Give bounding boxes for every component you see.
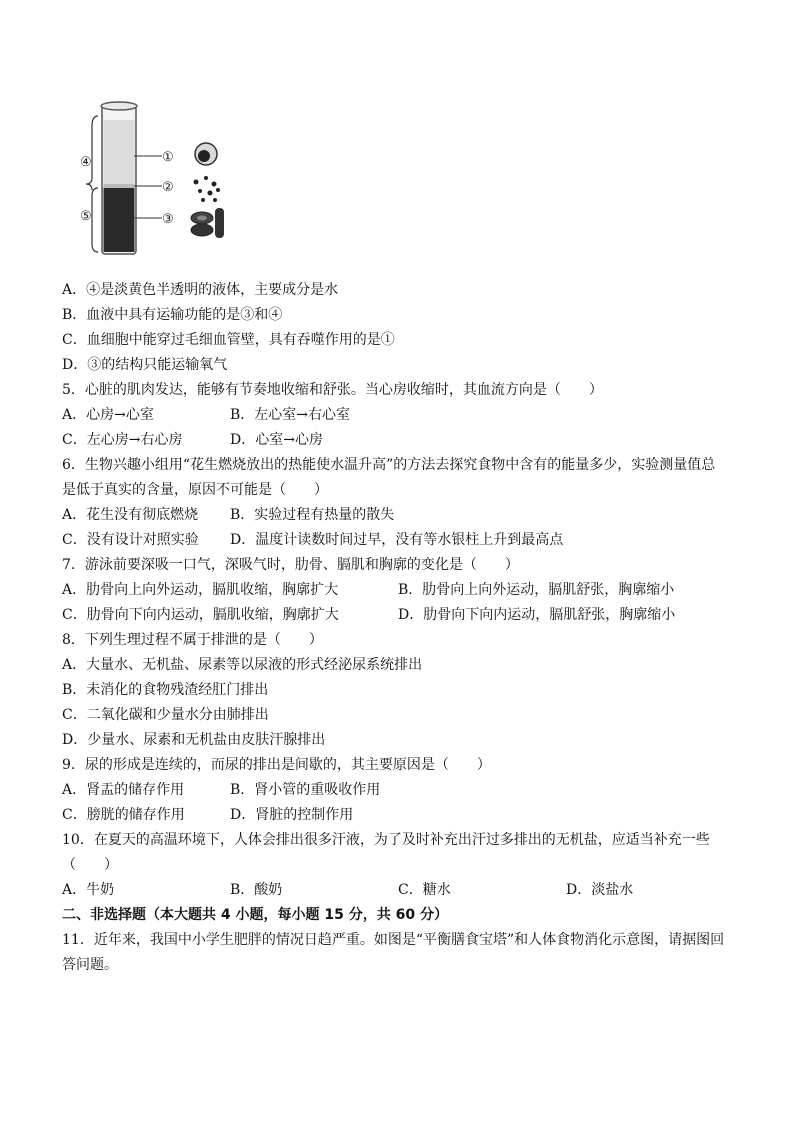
plasma-layer <box>104 120 135 184</box>
q10-option-a[interactable]: A．牛奶 <box>62 882 115 898</box>
q7-option-d[interactable]: D．肋骨向下向内运动，膈肌舒张，胸廓缩小 <box>398 607 676 623</box>
q5-stem: 5．心脏的肌肉发达，能够有节奏地收缩和舒张。当心房收缩时，其血流方向是（ ） <box>62 382 603 398</box>
q7-options-row1 <box>62 578 762 603</box>
q8-option-c[interactable]: C．二氧化碳和少量水分由肺排出 <box>62 707 269 723</box>
q7-option-a[interactable]: A．肋骨向上向外运动，膈肌收缩，胸廓扩大 <box>62 582 339 598</box>
q6-option-c[interactable]: C．没有设计对照实验 <box>62 532 199 548</box>
q10-options-row <box>62 878 762 903</box>
label-1: ① <box>162 150 174 165</box>
q7-option-c[interactable]: C．肋骨向下向内运动，膈肌收缩，胸廓扩大 <box>62 607 339 623</box>
blood-cylinder-figure <box>78 96 258 258</box>
q7-option-b[interactable]: B．肋骨向上向外运动，膈肌舒张，胸廓缩小 <box>398 582 675 598</box>
q9-option-b[interactable]: B．肾小管的重吸收作用 <box>230 782 381 798</box>
q11-stem-line2: 答问题。 <box>62 957 118 973</box>
q8-option-b[interactable]: B．未消化的食物残渣经肛门排出 <box>62 682 269 698</box>
q8-option-d[interactable]: D．少量水、尿素和无机盐由皮肤汗腺排出 <box>62 732 326 748</box>
q6-stem-line1: 6．生物兴趣小组用“花生燃烧放出的热能使水温升高”的方法去探究食物中含有的能量多少，实验测量值总 <box>62 457 716 473</box>
q8-option-a[interactable]: A．大量水、无机盐、尿素等以尿液的形式经泌尿系统排出 <box>62 657 423 673</box>
q4-option-b[interactable]: B．血液中具有运输功能的是③和④ <box>62 307 283 323</box>
q10-stem-line1: 10．在夏天的高温环境下，人体会排出很多汗液，为了及时补充出汗过多排出的无机盐，应适当补充一些 <box>62 832 710 848</box>
q6-stem-line2: 是低于真实的含量，原因不可能是（ ） <box>62 482 328 498</box>
q5-option-a[interactable]: A．心房→心室 <box>62 407 154 423</box>
q5-options-row2 <box>62 428 762 453</box>
q7-options-row2 <box>62 603 762 628</box>
q4-option-d[interactable]: D．③的结构只能运输氧气 <box>62 357 228 373</box>
q11-stem-line1: 11．近年来，我国中小学生肥胖的情况日趋严重。如图是“平衡膳食宝塔”和人体食物消化示意图，请据图回 <box>62 932 725 948</box>
platelets-icon <box>194 176 221 202</box>
q9-option-d[interactable]: D．肾脏的控制作用 <box>230 807 354 823</box>
label-2: ② <box>162 180 174 195</box>
question-content <box>62 278 762 978</box>
q4-option-a[interactable]: A．④是淡黄色半透明的液体，主要成分是水 <box>62 282 339 298</box>
q4-option-c[interactable]: C．血细胞中能穿过毛细血管壁，具有吞噬作用的是① <box>62 332 395 348</box>
label-3: ③ <box>162 212 174 227</box>
q5-option-c[interactable]: C．左心房→右心房 <box>62 432 183 448</box>
q5-option-b[interactable]: B．左心室→右心室 <box>230 407 351 423</box>
q9-option-c[interactable]: C．膀胱的储存作用 <box>62 807 185 823</box>
q6-options-row2 <box>62 528 762 553</box>
q5-option-d[interactable]: D．心室→心房 <box>230 432 323 448</box>
q10-stem-line2: （ ） <box>62 857 118 873</box>
label-5: ⑤ <box>80 209 92 224</box>
q7-stem: 7．游泳前要深吸一口气，深吸气时，肋骨、膈肌和胸廓的变化是（ ） <box>62 557 519 573</box>
q6-options-row1 <box>62 503 762 528</box>
q9-options-row2 <box>62 803 762 828</box>
red-blood-cells-icon <box>191 208 224 238</box>
label-4: ④ <box>80 155 92 170</box>
q6-option-d[interactable]: D．温度计读数时间过早，没有等水银柱上升到最高点 <box>230 532 564 548</box>
q8-stem: 8．下列生理过程不属于排泄的是（ ） <box>62 632 323 648</box>
section-2-title: 二、非选择题（本大题共 4 小题，每小题 15 分，共 60 分） <box>62 907 448 923</box>
q9-stem: 9．尿的形成是连续的，而尿的排出是间歇的，其主要原因是（ ） <box>62 757 491 773</box>
q6-option-a[interactable]: A．花生没有彻底燃烧 <box>62 507 199 523</box>
q10-option-b[interactable]: B．酸奶 <box>230 882 283 898</box>
q5-options-row1 <box>62 403 762 428</box>
q6-option-b[interactable]: B．实验过程有热量的散失 <box>230 507 395 523</box>
q10-option-c[interactable]: C．糖水 <box>398 882 451 898</box>
q9-options-row1 <box>62 778 762 803</box>
q9-option-a[interactable]: A．肾盂的储存作用 <box>62 782 185 798</box>
q10-option-d[interactable]: D．淡盐水 <box>566 882 634 898</box>
buffy-coat-layer <box>104 184 135 188</box>
red-cell-layer <box>104 188 135 252</box>
